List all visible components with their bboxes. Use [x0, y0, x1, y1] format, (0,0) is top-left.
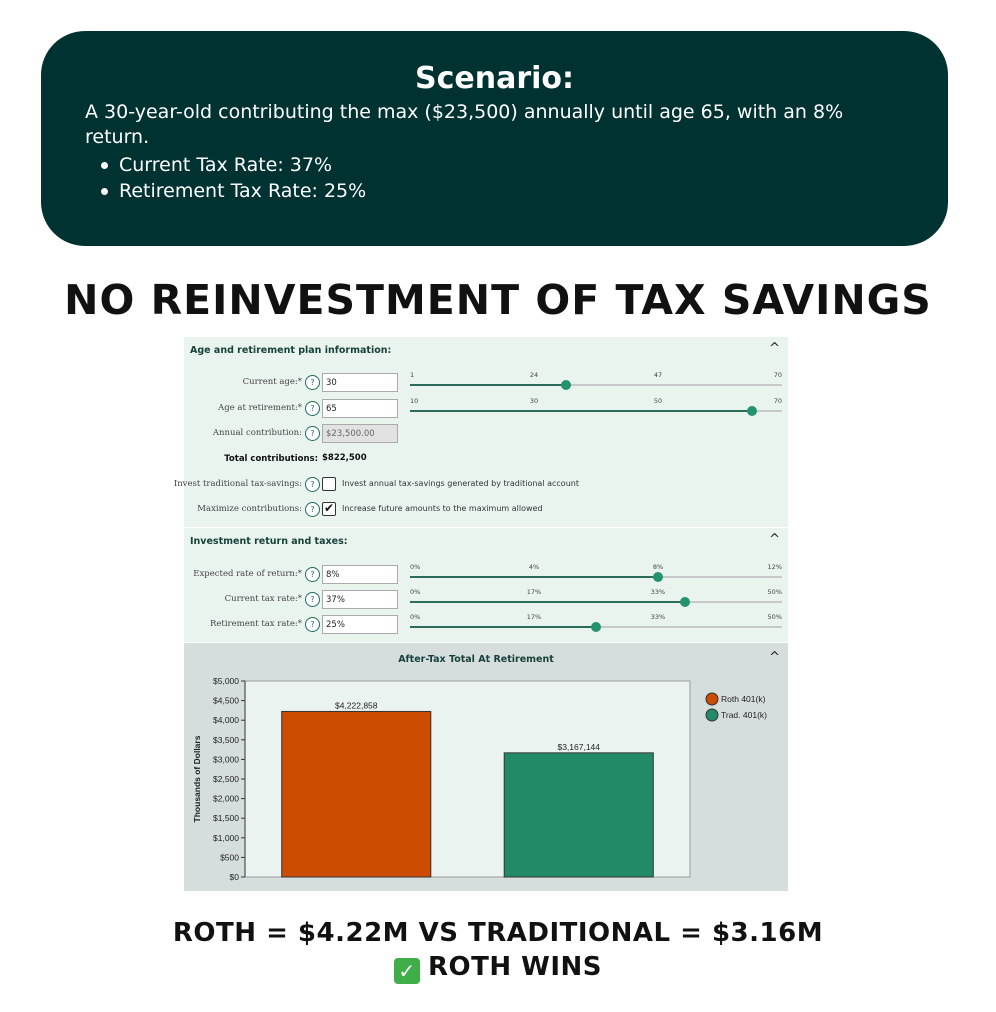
rate-of-return-slider[interactable] [410, 563, 782, 587]
scenario-card [41, 31, 948, 246]
rate-of-return-label: Expected rate of return:* [193, 569, 302, 579]
retirement-age-input[interactable]: 65 [322, 399, 398, 418]
y-tick-label: $4,500 [213, 695, 239, 706]
legend-swatch [706, 693, 718, 705]
maximize-row [184, 500, 788, 520]
bar-chart [184, 643, 788, 891]
chart-section [184, 643, 788, 891]
slider-tick: 8% [652, 563, 664, 571]
result-line-2: ROTH WINS [427, 952, 602, 982]
y-tick-label: $1,000 [213, 832, 239, 843]
result-line-1: ROTH = $4.22M VS TRADITIONAL = $3.16M [172, 918, 824, 948]
current-tax-label: Current tax rate:* [224, 594, 302, 604]
retirement-tax-input[interactable]: 25% [322, 615, 398, 634]
slider-tick: 1 [410, 371, 415, 379]
slider-tick: 10 [410, 397, 419, 405]
investment-section-title: Investment return and taxes: [190, 536, 348, 547]
current-tax-slider[interactable] [410, 588, 782, 612]
y-tick-label: $4,000 [213, 715, 239, 726]
bullet-retirement-tax: Retirement Tax Rate: 25% [85, 178, 904, 204]
help-icon[interactable]: ? [305, 401, 320, 416]
current-tax-input[interactable]: 37% [322, 590, 398, 609]
slider-tick: 0% [410, 613, 421, 621]
calculator-panel [173, 337, 788, 891]
result-line-2-wrap [0, 952, 996, 984]
age-section [173, 337, 788, 527]
y-tick-label: $2,500 [213, 774, 239, 784]
headline: NO REINVESTMENT OF TAX SAVINGS [64, 276, 932, 324]
bar-traditional [504, 753, 653, 877]
chart-title: After-Tax Total At Retirement [398, 654, 554, 665]
help-icon[interactable]: ? [305, 567, 320, 582]
y-tick-label: $500 [220, 852, 239, 863]
invest-savings-checkbox-label[interactable]: Invest annual tax-savings generated by traditional account [342, 479, 579, 488]
slider-fill [410, 626, 596, 628]
slider-tick: 47 [653, 371, 663, 379]
invest-savings-row [173, 475, 788, 495]
slider-tick: 50 [653, 397, 663, 405]
retirement-tax-label: Retirement tax rate:* [209, 619, 302, 629]
slider-tick: 50% [767, 613, 782, 621]
maximize-checkbox-label[interactable]: Increase future amounts to the maximum allowed [342, 504, 543, 513]
slider-tick: 70 [773, 371, 782, 379]
help-icon[interactable]: ? [305, 592, 320, 607]
retirement-age-label: Age at retirement:* [218, 403, 302, 413]
scenario-title: Scenario: [414, 61, 575, 96]
annual-contribution-label: Annual contribution: [212, 428, 302, 438]
slider-tick: 0% [410, 588, 421, 596]
total-contributions-value: $822,500 [322, 453, 367, 463]
slider-handle[interactable] [561, 380, 571, 390]
slider-tick: 0% [410, 563, 421, 571]
y-tick-label: $3,000 [213, 754, 239, 765]
bullet-current-tax: Current Tax Rate: 37% [85, 152, 904, 178]
slider-tick: 12% [767, 563, 782, 571]
maximize-checkbox[interactable]: ✔ [323, 501, 335, 515]
current-age-label: Current age:* [242, 377, 302, 387]
check-mark-icon: ✓ [394, 958, 420, 984]
current-age-slider[interactable] [410, 371, 782, 395]
slider-fill [410, 601, 685, 603]
slider-tick: 17% [526, 613, 542, 621]
slider-tick: 30 [529, 397, 539, 405]
slider-handle[interactable] [591, 622, 601, 632]
legend-label: Roth 401(k) [721, 694, 766, 704]
help-icon[interactable]: ? [305, 502, 320, 517]
age-section-title: Age and retirement plan information: [190, 345, 392, 356]
invest-savings-checkbox[interactable] [322, 477, 336, 491]
bar-roth [282, 711, 431, 877]
help-icon[interactable]: ? [305, 617, 320, 632]
slider-tick: 33% [650, 613, 666, 621]
slider-handle[interactable] [747, 406, 757, 416]
slider-tick: 50% [767, 588, 782, 596]
scenario-bullets [85, 152, 904, 204]
legend-label: Trad. 401(k) [721, 710, 767, 720]
collapse-caret-icon[interactable]: ^ [769, 341, 780, 356]
rate-of-return-input[interactable]: 8% [322, 565, 398, 584]
y-tick-label: $5,000 [213, 676, 239, 686]
slider-tick: 33% [650, 588, 666, 596]
y-tick-label: $2,000 [213, 793, 239, 804]
slider-fill [410, 576, 658, 578]
legend-swatch [706, 709, 718, 721]
collapse-caret-icon[interactable]: ^ [769, 650, 780, 665]
slider-fill [410, 410, 752, 412]
slider-handle[interactable] [680, 597, 690, 607]
help-icon[interactable]: ? [305, 426, 320, 441]
help-icon[interactable]: ? [305, 477, 320, 492]
bar-data-label: $4,222,858 [334, 700, 378, 711]
collapse-caret-icon[interactable]: ^ [769, 532, 780, 547]
current-age-input[interactable]: 30 [322, 373, 398, 392]
y-tick-label: $0 [229, 872, 239, 882]
annual-contribution-input: $23,500.00 [322, 424, 398, 443]
retirement-age-slider[interactable] [410, 397, 782, 421]
y-axis-label: Thousands of Dollars [192, 735, 202, 823]
annual-contribution-row [184, 424, 788, 444]
total-contributions-row [184, 450, 788, 470]
help-icon[interactable]: ? [305, 375, 320, 390]
y-tick-label: $3,500 [213, 734, 239, 745]
total-contributions-label: Total contributions: [224, 454, 318, 464]
y-tick-label: $1,500 [213, 813, 239, 824]
slider-fill [410, 384, 566, 386]
slider-tick: 70 [773, 397, 782, 405]
bar-data-label: $3,167,144 [557, 741, 601, 752]
scenario-description: A 30-year-old contributing the max ($23,500) annually until age 65, with an 8% return. [85, 101, 844, 148]
retirement-tax-slider[interactable] [410, 613, 782, 637]
investment-section [184, 528, 788, 642]
slider-tick: 17% [526, 588, 542, 596]
slider-handle[interactable] [653, 572, 663, 582]
invest-savings-label: Invest traditional tax-savings: [173, 479, 302, 489]
maximize-label: Maximize contributions: [197, 504, 302, 514]
slider-tick: 4% [528, 563, 540, 571]
slider-tick: 24 [529, 371, 539, 379]
